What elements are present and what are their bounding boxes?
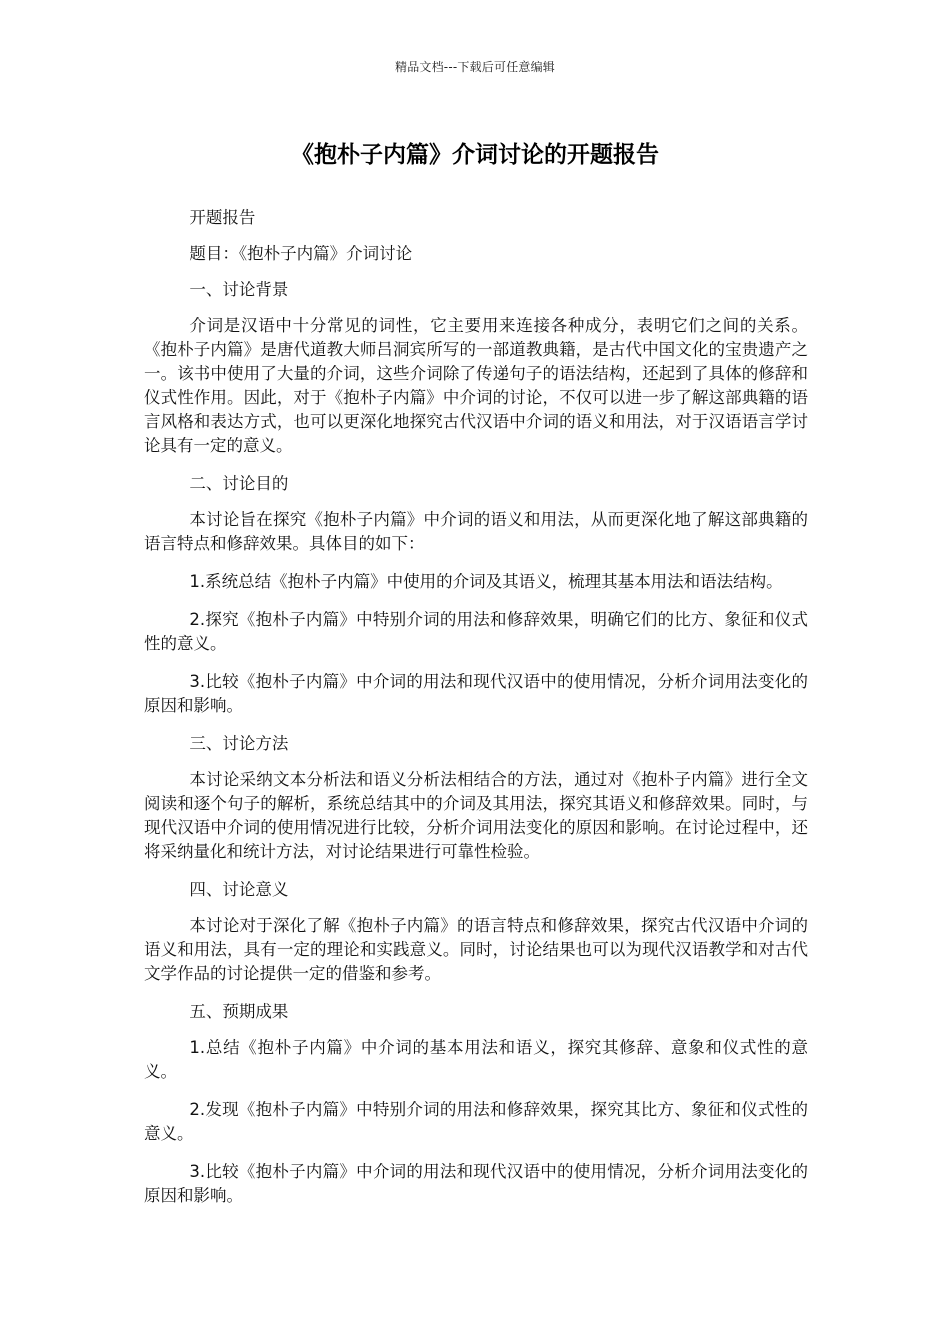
section-heading-purpose: 二、讨论目的 [189, 474, 289, 493]
paragraph-purpose: 本讨论旨在探究《抱朴子内篇》中介词的语义和用法，从而更深化地了解这部典籍的语言特点和修辞效果。具体目的如下： [144, 510, 808, 553]
section-heading-method: 三、讨论方法 [189, 734, 289, 753]
list-item-outcome-1: 1.总结《抱朴子内篇》中介词的基本用法和语义，探究其修辞、意象和仪式性的意义。 [144, 1038, 808, 1081]
topic-line: 题目：《抱朴子内篇》介词讨论 [189, 244, 413, 263]
list-item-outcome-3: 3.比较《抱朴子内篇》中介词的用法和现代汉语中的使用情况，分析介词用法变化的原因和影响。 [144, 1162, 808, 1205]
paragraph-significance: 本讨论对于深化了解《抱朴子内篇》的语言特点和修辞效果，探究古代汉语中介词的语义和用法，具有一定的理论和实践意义。同时，讨论结果也可以为现代汉语教学和对古代文学作品的讨论提供一定的借鉴和参考。 [144, 916, 808, 983]
list-item-purpose-2: 2.探究《抱朴子内篇》中特别介词的用法和修辞效果，明确它们的比方、象征和仪式性的意义。 [144, 610, 808, 653]
list-item-outcome-2: 2.发现《抱朴子内篇》中特别介词的用法和修辞效果，探究其比方、象征和仪式性的意义。 [144, 1100, 808, 1143]
document-title: 《抱朴子内篇》介词讨论的开题报告 [291, 142, 659, 168]
section-heading-background: 一、讨论背景 [189, 280, 289, 299]
list-item-purpose-1: 1.系统总结《抱朴子内篇》中使用的介词及其语义，梳理其基本用法和语法结构。 [189, 572, 783, 591]
paragraph-background: 介词是汉语中十分常见的词性，它主要用来连接各种成分，表明它们之间的关系。《抱朴子内篇》是唐代道教大师吕洞宾所写的一部道教典籍，是古代中国文化的宝贵遗产之一。该书中使用了大量的介词，这些介词除了传递句子的语法结构，还起到了具体的修辞和仪式性作用。因此，对于《抱朴子内篇》中介词的讨论，不仅可以进一步了解这部典籍的语言风格和表达方式，也可以更深化地探究古代汉语中介词的语义和用法，对于汉语语言学讨论具有一定的意义。 [144, 316, 808, 455]
paragraph-method: 本讨论采纳文本分析法和语义分析法相结合的方法，通过对《抱朴子内篇》进行全文阅读和逐个句子的解析，系统总结其中的介词及其用法，探究其语义和修辞效果。同时，与现代汉语中介词的使用情况进行比较，分析介词用法变化的原因和影响。在讨论过程中，还将采纳量化和统计方法，对讨论结果进行可靠性检验。 [144, 770, 808, 861]
list-item-purpose-3: 3.比较《抱朴子内篇》中介词的用法和现代汉语中的使用情况，分析介词用法变化的原因和影响。 [144, 672, 808, 715]
section-heading-outcomes: 五、预期成果 [189, 1002, 289, 1021]
page-header: 精品文档---下载后可任意编辑 [395, 60, 555, 74]
document-body [144, 206, 808, 1222]
section-heading-significance: 四、讨论意义 [189, 880, 289, 899]
label-report: 开题报告 [189, 208, 256, 227]
